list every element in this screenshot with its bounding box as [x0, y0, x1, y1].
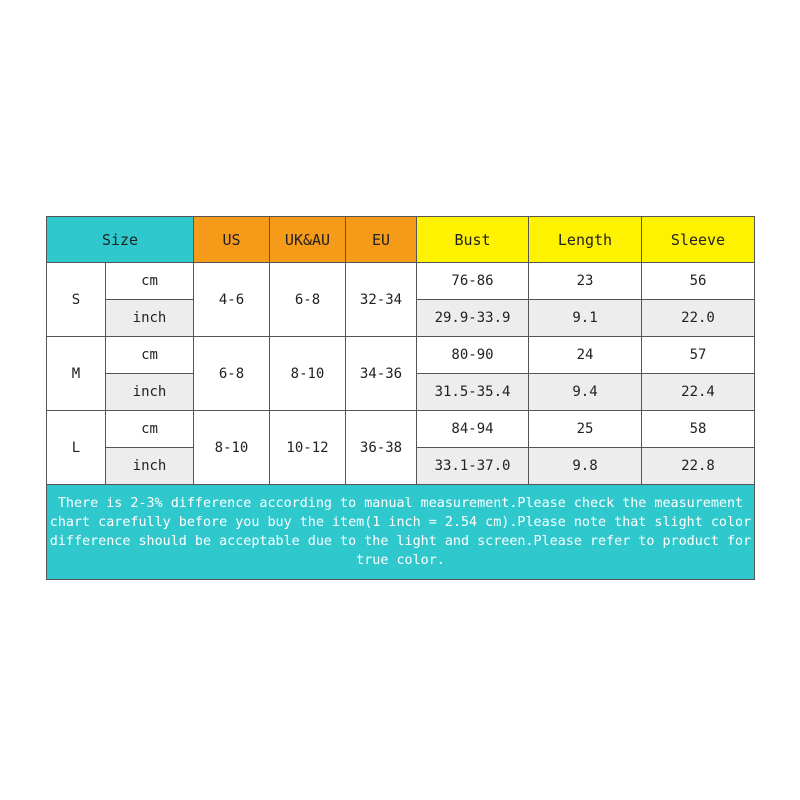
eu-size: 32-34: [346, 263, 417, 337]
table-row: [47, 263, 755, 300]
size-label: S: [47, 263, 106, 337]
header-ukau: UK&AU: [270, 217, 346, 263]
unit-label: cm: [106, 337, 194, 374]
eu-size: 36-38: [346, 411, 417, 485]
header-row: [47, 217, 755, 263]
ukau-size: 10-12: [270, 411, 346, 485]
unit-label: cm: [106, 411, 194, 448]
header-us: US: [194, 217, 270, 263]
length-value: 25: [529, 411, 642, 448]
length-value: 9.8: [529, 448, 642, 485]
measurement-note: [47, 485, 755, 580]
length-value: 23: [529, 263, 642, 300]
table-row: [47, 411, 755, 448]
sleeve-value: 22.4: [642, 374, 755, 411]
length-value: 9.4: [529, 374, 642, 411]
ukau-size: 6-8: [270, 263, 346, 337]
us-size: 6-8: [194, 337, 270, 411]
sleeve-value: 58: [642, 411, 755, 448]
header-bust: Bust: [417, 217, 529, 263]
us-size: 4-6: [194, 263, 270, 337]
length-value: 24: [529, 337, 642, 374]
header-size: Size: [47, 217, 194, 263]
table-row: [47, 337, 755, 374]
sleeve-value: 22.8: [642, 448, 755, 485]
unit-label: inch: [106, 300, 194, 337]
bust-value: 84-94: [417, 411, 529, 448]
bust-value: 76-86: [417, 263, 529, 300]
eu-size: 34-36: [346, 337, 417, 411]
header-eu: EU: [346, 217, 417, 263]
ukau-size: 8-10: [270, 337, 346, 411]
unit-label: cm: [106, 263, 194, 300]
us-size: 8-10: [194, 411, 270, 485]
sleeve-value: 22.0: [642, 300, 755, 337]
bust-value: 80-90: [417, 337, 529, 374]
unit-label: inch: [106, 374, 194, 411]
length-value: 9.1: [529, 300, 642, 337]
header-sleeve: Sleeve: [642, 217, 755, 263]
bust-value: 29.9-33.9: [417, 300, 529, 337]
header-length: Length: [529, 217, 642, 263]
bust-value: 31.5-35.4: [417, 374, 529, 411]
unit-label: inch: [106, 448, 194, 485]
size-label: L: [47, 411, 106, 485]
sleeve-value: 57: [642, 337, 755, 374]
sleeve-value: 56: [642, 263, 755, 300]
note-row: [47, 485, 755, 580]
size-label: M: [47, 337, 106, 411]
size-chart-table: [46, 216, 755, 580]
bust-value: 33.1-37.0: [417, 448, 529, 485]
measurement-note-text: There is 2-3% difference according to manual measurement.Please check the measurement chart carefully before you buy the item(1 inch = 2.54 cm).Please note that slight color difference should be acceptable due to the light and screen.Please refer to product for true color.: [49, 496, 752, 568]
